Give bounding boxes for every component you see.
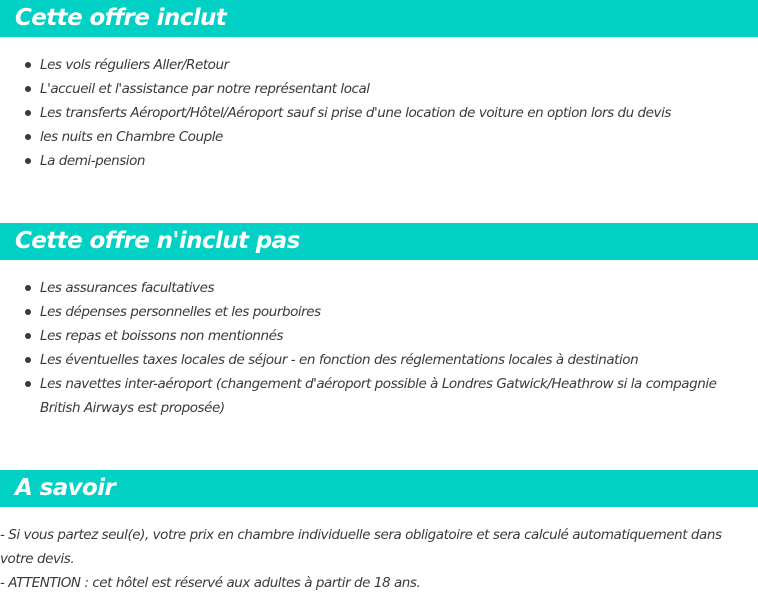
- note-text: - Si vous partez seul(e), votre prix en chambre individuelle sera obligatoire et sera calculé automatiquement dans votre devis.: [0, 527, 722, 567]
- list-item: Les éventuelles taxes locales de séjour - en fonction des réglementations locales à destination: [0, 348, 758, 372]
- list-item: Les vols réguliers Aller/Retour: [0, 53, 758, 77]
- included-list: [0, 53, 758, 173]
- list-item: Les transferts Aéroport/Hôtel/Aéroport sauf si prise d'une location de voiture en option lors du devis: [0, 101, 758, 125]
- good-to-know-section-title: A savoir: [0, 470, 758, 507]
- list-item: Les navettes inter-aéroport (changement d'aéroport possible à Londres Gatwick/Heathrow si la compagnie British Airways est proposée): [0, 372, 758, 420]
- list-item: L'accueil et l'assistance par notre représentant local: [0, 77, 758, 101]
- list-item: les nuits en Chambre Couple: [0, 125, 758, 149]
- list-item: Les assurances facultatives: [0, 276, 758, 300]
- list-item: Les dépenses personnelles et les pourboires: [0, 300, 758, 324]
- good-to-know-notes: [0, 523, 758, 595]
- excluded-section-title: Cette offre n'inclut pas: [0, 223, 758, 260]
- included-section-title: Cette offre inclut: [0, 0, 758, 37]
- note-text: - ATTENTION : cet hôtel est réservé aux adultes à partir de 18 ans.: [0, 575, 421, 591]
- list-item: La demi-pension: [0, 149, 758, 173]
- excluded-list: [0, 276, 758, 420]
- list-item: Les repas et boissons non mentionnés: [0, 324, 758, 348]
